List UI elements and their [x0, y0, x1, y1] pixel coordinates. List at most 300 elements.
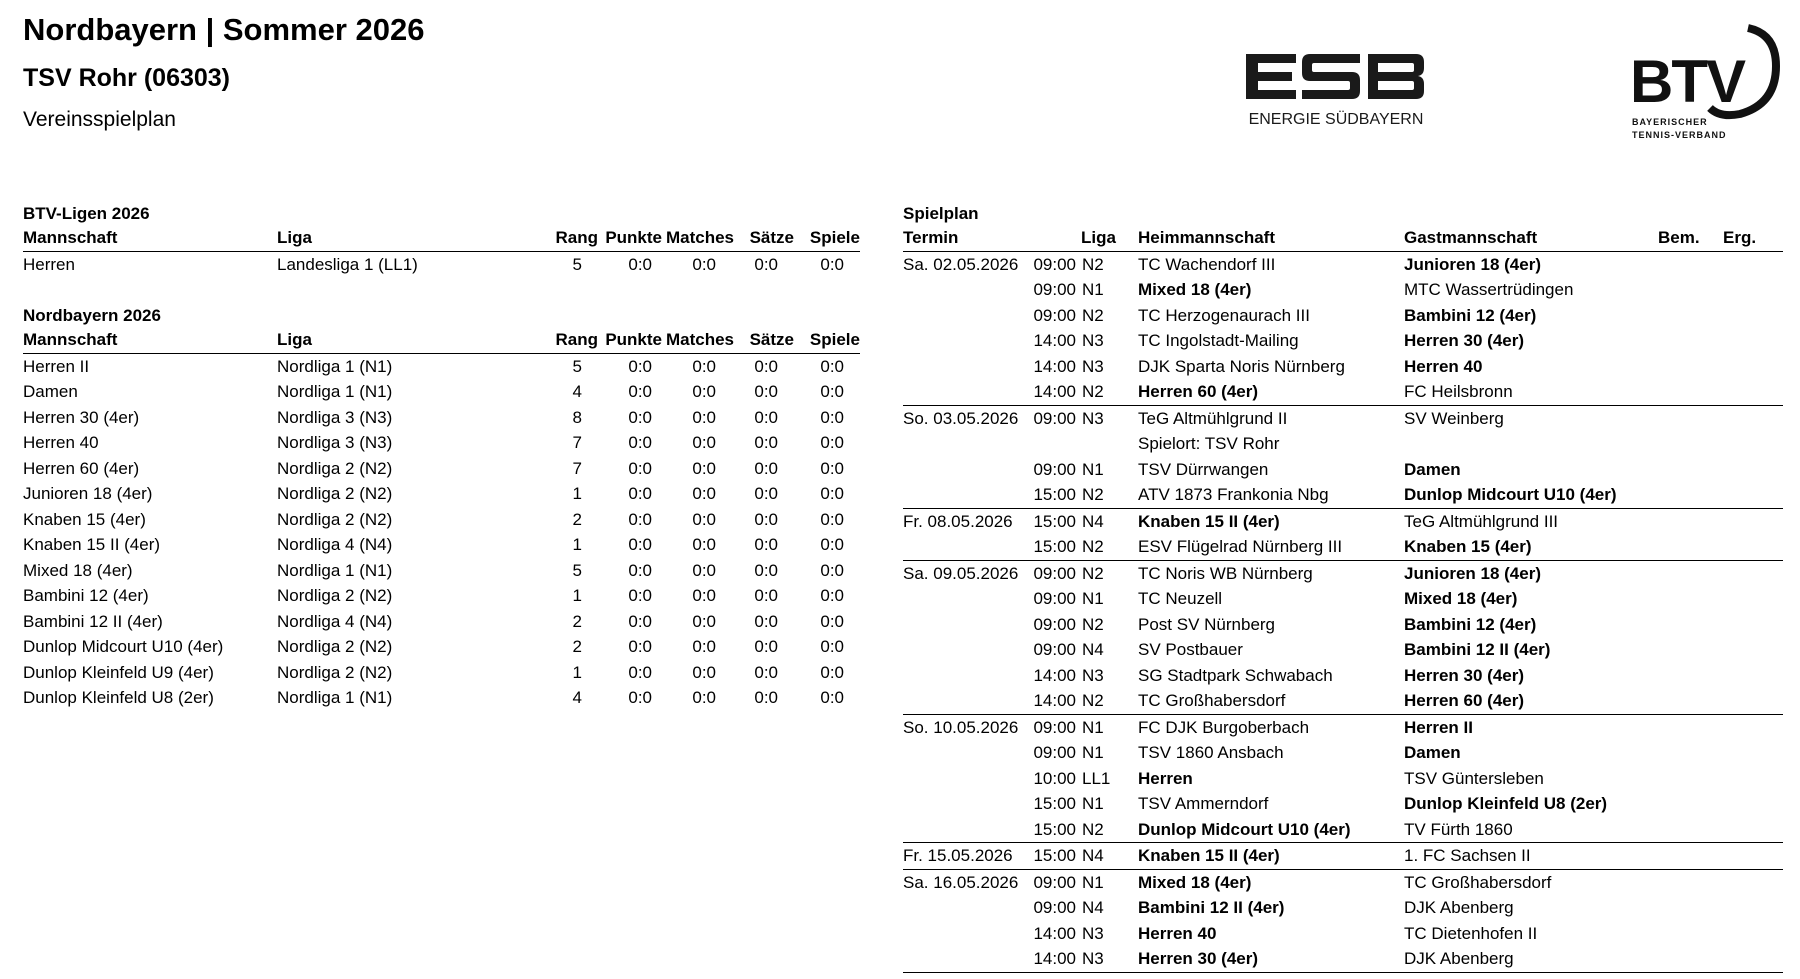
cell-heimmannschaft: TC Großhabersdorf [1138, 691, 1286, 710]
esb-tagline: ENERGIE SÜDBAYERN [1248, 111, 1424, 128]
cell-gastmannschaft: Herren 40 [1404, 356, 1483, 376]
cell-punkte: 0:0 [628, 433, 652, 452]
cell-gastmannschaft: TSV Güntersleben [1404, 768, 1544, 788]
cell-spiele: 0:0 [820, 509, 844, 529]
cell-ergebnis [1723, 766, 1783, 792]
cell-spiele: 0:0 [820, 560, 844, 580]
match-row [903, 869, 1783, 895]
cell-ergebnis [1723, 714, 1783, 740]
cell-liga [1080, 431, 1122, 457]
cell-spiele: 0:0 [820, 407, 844, 427]
cell-bemerkung [1658, 303, 1723, 329]
table-row [23, 430, 860, 456]
esb-logo [1244, 52, 1428, 132]
cell-time: 09:00 [1033, 305, 1076, 325]
cell-time: 09:00 [1033, 254, 1076, 274]
cell-punkte: 0:0 [628, 254, 652, 274]
cell-liga: N2 [1082, 691, 1104, 710]
cell-mannschaft: Herren 30 (4er) [23, 407, 140, 427]
match-row [903, 586, 1783, 612]
cell-date [903, 534, 1030, 560]
cell-matches: 0:0 [692, 586, 716, 605]
cell-bemerkung [1658, 354, 1723, 380]
cell-liga: N3 [1082, 665, 1104, 685]
cell-ergebnis [1723, 379, 1783, 405]
cell-gastmannschaft: Herren II [1388, 714, 1658, 740]
cell-bemerkung [1658, 663, 1723, 689]
cell-time: 14:00 [1033, 691, 1076, 710]
table-header-row [23, 225, 860, 251]
cell-time: 09:00 [1030, 560, 1080, 586]
col-mannschaft: Mannschaft [23, 327, 277, 353]
cell-liga: Nordliga 2 (N2) [277, 484, 393, 503]
cell-date [903, 895, 1030, 921]
col-gastmannschaft: Gastmannschaft [1388, 225, 1658, 251]
cell-gastmannschaft: DJK Abenberg [1388, 946, 1658, 972]
cell-bemerkung [1658, 740, 1723, 766]
cell-ergebnis [1723, 431, 1783, 457]
cell-spiele: 0:0 [820, 356, 844, 376]
cell-heimmannschaft: TC Noris WB Nürnberg [1122, 560, 1388, 586]
cell-heimmannschaft: ESV Flügelrad Nürnberg III [1138, 537, 1343, 556]
cell-gastmannschaft: Junioren 18 (4er) [1404, 254, 1541, 274]
cell-matches: 0:0 [692, 254, 716, 274]
cell-heimmannschaft: DJK Sparta Noris Nürnberg [1138, 356, 1345, 376]
col-punkte: Punkte [598, 327, 662, 353]
cell-time: 09:00 [1030, 869, 1080, 895]
cell-heimmannschaft: Knaben 15 II (4er) [1122, 843, 1388, 870]
cell-liga: N2 [1080, 560, 1122, 586]
cell-date [903, 688, 1030, 714]
cell-ergebnis [1723, 457, 1783, 483]
cell-punkte: 0:0 [628, 560, 652, 580]
cell-ergebnis [1723, 688, 1783, 714]
cell-bemerkung [1658, 251, 1723, 277]
cell-date [903, 354, 1030, 380]
page-title: Nordbayern | Sommer 2026 [23, 12, 425, 47]
col-matches: Matches [662, 327, 734, 353]
cell-time: 10:00 [1033, 768, 1076, 788]
cell-liga: N3 [1082, 331, 1104, 350]
cell-saetze: 0:0 [754, 433, 778, 452]
cell-date [903, 482, 1030, 508]
cell-rang: 1 [572, 484, 582, 503]
cell-liga: N3 [1082, 923, 1104, 943]
cell-punkte: 0:0 [628, 458, 652, 478]
cell-time: 14:00 [1033, 331, 1076, 350]
table-row [23, 583, 860, 609]
cell-liga: Nordliga 4 (N4) [277, 535, 393, 554]
cell-date [903, 740, 1030, 766]
cell-bemerkung [1658, 921, 1723, 947]
cell-liga: N2 [1082, 819, 1104, 839]
btv-line1: BAYERISCHER [1632, 117, 1708, 127]
cell-ergebnis [1723, 251, 1783, 277]
cell-rang: 7 [572, 433, 582, 452]
table-row [23, 558, 860, 584]
cell-saetze: 0:0 [754, 407, 778, 427]
cell-date [903, 457, 1030, 483]
cell-mannschaft: Junioren 18 (4er) [23, 484, 153, 503]
cell-punkte: 0:0 [628, 407, 652, 427]
spielplan-title: Spielplan [903, 204, 979, 223]
cell-matches: 0:0 [692, 535, 716, 554]
cell-ergebnis [1723, 895, 1783, 921]
cell-rang: 7 [572, 458, 582, 478]
cell-liga: N1 [1080, 714, 1122, 740]
cell-saetze: 0:0 [754, 688, 778, 707]
col-saetze: Sätze [734, 327, 794, 353]
match-row [903, 921, 1783, 947]
document-type: Vereinsspielplan [23, 108, 176, 131]
match-row [903, 482, 1783, 508]
col-spiele: Spiele [794, 225, 860, 251]
cell-liga: N2 [1082, 485, 1104, 504]
match-row [903, 688, 1783, 714]
cell-liga: N2 [1082, 382, 1104, 401]
btv-ligen-table [23, 225, 860, 277]
cell-bemerkung [1658, 688, 1723, 714]
cell-liga: Nordliga 2 (N2) [277, 586, 393, 605]
cell-date [903, 766, 1030, 792]
table-row [23, 507, 860, 533]
cell-heimmannschaft: Mixed 18 (4er) [1138, 280, 1252, 299]
cell-rang: 5 [572, 560, 582, 580]
cell-ergebnis [1723, 869, 1783, 895]
cell-rang: 5 [572, 254, 582, 274]
cell-time: 15:00 [1033, 794, 1076, 813]
cell-saetze: 0:0 [754, 637, 778, 656]
col-ergebnis: Erg. [1723, 225, 1783, 251]
cell-punkte: 0:0 [628, 637, 652, 656]
cell-bemerkung [1658, 946, 1723, 972]
cell-spiele: 0:0 [820, 382, 844, 401]
col-mannschaft: Mannschaft [23, 225, 277, 251]
cell-date: So. 03.05.2026 [903, 405, 1030, 431]
cell-punkte: 0:0 [628, 484, 652, 503]
cell-heimmannschaft: TSV Dürrwangen [1138, 459, 1269, 479]
match-row [903, 946, 1783, 972]
cell-date [903, 663, 1030, 689]
col-rang: Rang [539, 225, 598, 251]
col-rang: Rang [539, 327, 598, 353]
cell-gastmannschaft: TC Dietenhofen II [1404, 923, 1538, 943]
cell-liga: N2 [1082, 254, 1104, 274]
cell-matches: 0:0 [692, 484, 716, 503]
cell-gastmannschaft: SV Weinberg [1388, 405, 1658, 431]
cell-spiele: 0:0 [820, 254, 844, 274]
cell-time: 09:00 [1033, 459, 1076, 479]
cell-liga: N4 [1082, 640, 1104, 659]
match-row [903, 817, 1783, 843]
cell-bemerkung [1658, 534, 1723, 560]
cell-liga: Nordliga 2 (N2) [277, 662, 393, 682]
table-header-row [903, 225, 1783, 251]
cell-bemerkung [1658, 895, 1723, 921]
cell-bemerkung [1658, 457, 1723, 483]
cell-gastmannschaft: Bambini 12 (4er) [1404, 305, 1537, 325]
cell-mannschaft: Knaben 15 II (4er) [23, 535, 161, 554]
cell-liga: N3 [1080, 946, 1122, 972]
match-row [903, 534, 1783, 560]
cell-time: 14:00 [1033, 382, 1076, 401]
cell-heimmannschaft: Herren 30 (4er) [1122, 946, 1388, 972]
cell-heimmannschaft: Herren 60 (4er) [1138, 382, 1259, 401]
cell-liga: LL1 [1082, 768, 1111, 788]
cell-matches: 0:0 [692, 433, 716, 452]
cell-date: So. 10.05.2026 [903, 714, 1030, 740]
cell-ergebnis [1723, 586, 1783, 612]
cell-spiele: 0:0 [820, 611, 844, 631]
cell-time: 15:00 [1030, 508, 1080, 534]
cell-bemerkung [1658, 586, 1723, 612]
cell-mannschaft: Mixed 18 (4er) [23, 560, 133, 580]
cell-gastmannschaft: Knaben 15 (4er) [1404, 537, 1532, 556]
cell-bemerkung [1658, 714, 1723, 740]
cell-time: 09:00 [1030, 714, 1080, 740]
cell-date [903, 586, 1030, 612]
cell-saetze: 0:0 [754, 662, 778, 682]
cell-bemerkung [1658, 869, 1723, 895]
cell-gastmannschaft: Damen [1404, 459, 1461, 479]
cell-saetze: 0:0 [754, 356, 778, 376]
cell-punkte: 0:0 [628, 382, 652, 401]
spielplan-table [903, 225, 1783, 973]
table-row [23, 609, 860, 635]
col-liga: Liga [1080, 225, 1122, 251]
cell-time: 09:00 [1033, 640, 1076, 659]
cell-gastmannschaft: Junioren 18 (4er) [1388, 560, 1658, 586]
col-punkte: Punkte [598, 225, 662, 251]
col-matches: Matches [662, 225, 734, 251]
cell-liga: N3 [1082, 356, 1104, 376]
cell-punkte: 0:0 [628, 688, 652, 707]
cell-liga: Nordliga 1 (N1) [277, 688, 393, 707]
cell-matches: 0:0 [692, 611, 716, 631]
cell-heimmannschaft: TSV 1860 Ansbach [1138, 743, 1284, 762]
match-row [903, 663, 1783, 689]
btv-brand: BTV [1630, 48, 1744, 115]
cell-matches: 0:0 [692, 458, 716, 478]
cell-saetze: 0:0 [754, 509, 778, 529]
cell-mannschaft: Bambini 12 II (4er) [23, 611, 163, 631]
cell-date [903, 303, 1030, 329]
cell-heimmannschaft: TC Wachendorf III [1138, 254, 1276, 274]
cell-time: 14:00 [1033, 923, 1076, 943]
cell-date [903, 791, 1030, 817]
cell-punkte: 0:0 [628, 611, 652, 631]
match-row [903, 379, 1783, 405]
cell-mannschaft: Damen [23, 382, 78, 401]
match-row [903, 791, 1783, 817]
cell-date [903, 946, 1030, 972]
cell-gastmannschaft: FC Heilsbronn [1404, 382, 1513, 401]
cell-saetze: 0:0 [754, 484, 778, 503]
cell-heimmannschaft: SV Postbauer [1138, 640, 1243, 659]
cell-bemerkung [1658, 328, 1723, 354]
cell-bemerkung [1658, 612, 1723, 638]
match-row [903, 431, 1783, 457]
cell-punkte: 0:0 [628, 535, 652, 554]
cell-ergebnis [1723, 354, 1783, 380]
col-spiele: Spiele [794, 327, 860, 353]
cell-punkte: 0:0 [628, 586, 652, 605]
cell-liga: Nordliga 2 (N2) [277, 509, 393, 529]
cell-heimmannschaft: TSV Ammerndorf [1138, 794, 1269, 813]
cell-gastmannschaft: Bambini 12 (4er) [1404, 614, 1537, 634]
cell-saetze: 0:0 [754, 586, 778, 605]
match-row [903, 766, 1783, 792]
cell-punkte: 0:0 [628, 356, 652, 376]
table-header-row [23, 327, 860, 353]
cell-date: Sa. 16.05.2026 [903, 869, 1030, 895]
cell-gastmannschaft: MTC Wassertrüdingen [1404, 280, 1574, 299]
cell-spiele: 0:0 [820, 637, 844, 656]
match-row [903, 405, 1783, 431]
cell-liga: N1 [1082, 794, 1104, 813]
cell-matches: 0:0 [692, 560, 716, 580]
match-row [903, 354, 1783, 380]
cell-ergebnis [1723, 303, 1783, 329]
cell-liga: N4 [1080, 843, 1122, 870]
cell-rang: 1 [572, 662, 582, 682]
match-row [903, 457, 1783, 483]
nordbayern-title: Nordbayern 2026 [23, 306, 161, 325]
cell-heimmannschaft: SG Stadtpark Schwabach [1138, 665, 1333, 685]
cell-gastmannschaft: Bambini 12 II (4er) [1404, 640, 1551, 659]
cell-ergebnis [1723, 328, 1783, 354]
cell-liga: N2 [1082, 614, 1104, 634]
cell-gastmannschaft: Dunlop Midcourt U10 (4er) [1404, 485, 1617, 504]
match-row [903, 843, 1783, 870]
cell-matches: 0:0 [692, 662, 716, 682]
cell-matches: 0:0 [692, 382, 716, 401]
cell-bemerkung [1658, 766, 1723, 792]
cell-ergebnis [1723, 482, 1783, 508]
cell-gastmannschaft: Dunlop Kleinfeld U8 (2er) [1404, 794, 1608, 813]
cell-rang: 2 [572, 637, 582, 656]
cell-liga: Nordliga 4 (N4) [277, 611, 393, 631]
cell-spiele: 0:0 [820, 688, 844, 707]
cell-gastmannschaft: TeG Altmühlgrund III [1388, 508, 1658, 534]
cell-bemerkung [1658, 791, 1723, 817]
cell-matches: 0:0 [692, 407, 716, 427]
cell-heimmannschaft: TeG Altmühlgrund II [1122, 405, 1388, 431]
cell-ergebnis [1723, 946, 1783, 972]
table-row [23, 353, 860, 379]
cell-gastmannschaft: 1. FC Sachsen II [1388, 843, 1658, 870]
cell-heimmannschaft: Knaben 15 II (4er) [1122, 508, 1388, 534]
cell-matches: 0:0 [692, 637, 716, 656]
btv-line2: TENNIS-VERBAND [1632, 130, 1727, 140]
cell-saetze: 0:0 [754, 254, 778, 274]
col-heimmannschaft: Heimmannschaft [1122, 225, 1388, 251]
cell-bemerkung [1658, 277, 1723, 303]
cell-punkte: 0:0 [628, 662, 652, 682]
cell-rang: 1 [572, 535, 582, 554]
table-row [23, 405, 860, 431]
cell-ergebnis [1723, 817, 1783, 843]
cell-mannschaft: Herren 60 (4er) [23, 458, 140, 478]
cell-liga: N2 [1082, 537, 1104, 556]
cell-bemerkung [1658, 637, 1723, 663]
cell-rang: 4 [572, 688, 582, 707]
cell-date [903, 328, 1030, 354]
cell-mannschaft: Dunlop Kleinfeld U9 (4er) [23, 662, 214, 682]
cell-date [903, 431, 1030, 457]
cell-time: 09:00 [1033, 589, 1076, 608]
cell-liga: N1 [1082, 743, 1104, 762]
match-row [903, 560, 1783, 586]
cell-rang: 2 [572, 509, 582, 529]
cell-ergebnis [1723, 612, 1783, 638]
cell-ergebnis [1723, 405, 1783, 431]
cell-liga: N1 [1082, 280, 1104, 299]
btv-ligen-title: BTV-Ligen 2026 [23, 204, 150, 223]
cell-gastmannschaft: Herren 30 (4er) [1404, 665, 1525, 685]
cell-matches: 0:0 [692, 356, 716, 376]
cell-spiele: 0:0 [820, 433, 844, 452]
cell-heimmannschaft: Post SV Nürnberg [1138, 614, 1276, 634]
cell-date [903, 277, 1030, 303]
cell-bemerkung [1658, 508, 1723, 534]
cell-time: 14:00 [1033, 665, 1076, 685]
cell-gastmannschaft: TC Großhabersdorf [1388, 869, 1658, 895]
cell-heimmannschaft: TC Ingolstadt-Mailing [1138, 331, 1299, 350]
cell-gastmannschaft: DJK Abenberg [1404, 898, 1514, 917]
cell-ergebnis [1723, 740, 1783, 766]
cell-date [903, 612, 1030, 638]
cell-liga: Nordliga 1 (N1) [277, 356, 393, 376]
cell-liga: N4 [1082, 898, 1104, 917]
table-row [23, 251, 860, 277]
cell-liga: Nordliga 2 (N2) [277, 637, 393, 656]
cell-time: 15:00 [1033, 819, 1076, 839]
cell-saetze: 0:0 [754, 382, 778, 401]
cell-gastmannschaft: Damen [1404, 743, 1461, 762]
cell-gastmannschaft: TV Fürth 1860 [1404, 819, 1513, 839]
cell-spiele: 0:0 [820, 458, 844, 478]
table-row [23, 456, 860, 482]
table-row [23, 685, 860, 711]
cell-heimmannschaft: Herren 40 [1138, 923, 1217, 943]
cell-time: 15:00 [1033, 485, 1076, 504]
cell-rang: 5 [572, 356, 582, 376]
col-liga: Liga [277, 327, 539, 353]
match-row [903, 251, 1783, 277]
cell-spiele: 0:0 [820, 586, 844, 605]
cell-time: 09:00 [1033, 280, 1076, 299]
cell-bemerkung [1658, 379, 1723, 405]
cell-mannschaft: Herren [23, 254, 75, 274]
cell-liga: Nordliga 3 (N3) [277, 407, 393, 427]
cell-time: 15:00 [1030, 843, 1080, 870]
cell-saetze: 0:0 [754, 458, 778, 478]
cell-gastmannschaft: Herren 60 (4er) [1404, 691, 1525, 710]
cell-heimmannschaft: FC DJK Burgoberbach [1122, 714, 1388, 740]
cell-liga: N2 [1082, 305, 1104, 325]
table-row [23, 634, 860, 660]
cell-spiele: 0:0 [820, 484, 844, 503]
cell-time: 14:00 [1030, 946, 1080, 972]
table-row [23, 379, 860, 405]
cell-ergebnis [1723, 560, 1783, 586]
cell-mannschaft: Bambini 12 (4er) [23, 586, 149, 605]
cell-liga: N4 [1080, 508, 1122, 534]
cell-matches: 0:0 [692, 688, 716, 707]
cell-time: 14:00 [1033, 356, 1076, 376]
cell-heimmannschaft: TC Herzogenaurach III [1138, 305, 1310, 325]
